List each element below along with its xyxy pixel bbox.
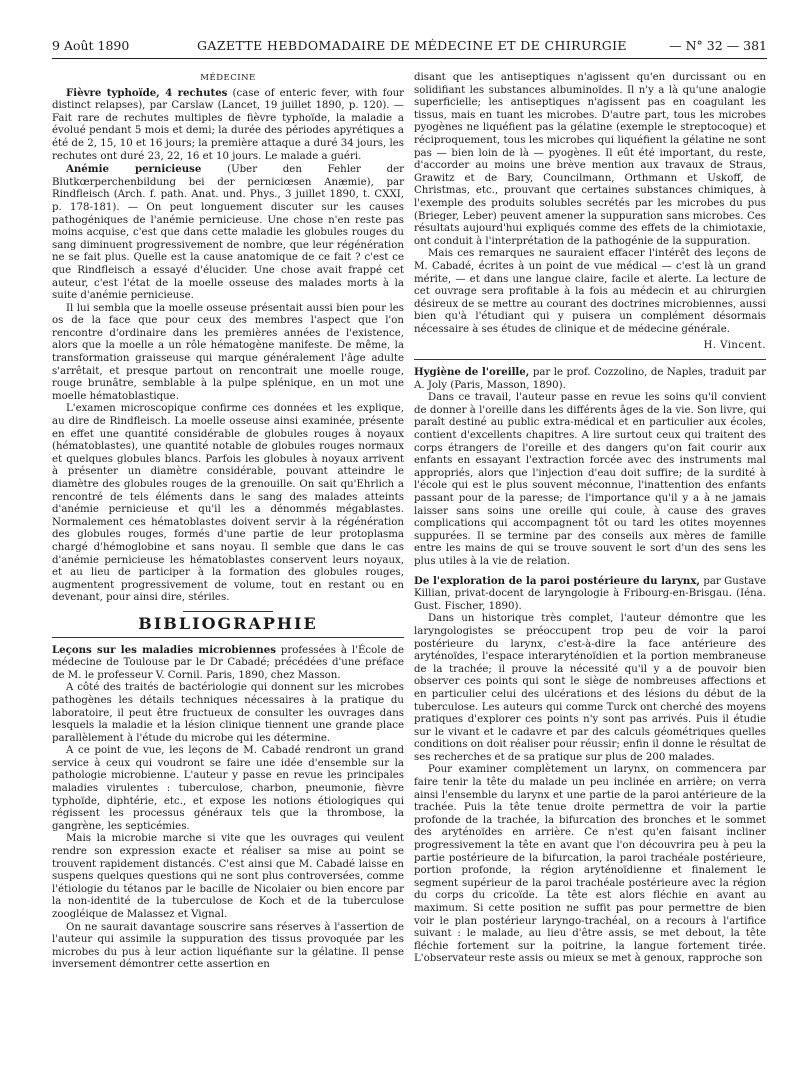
paragraph: Dans un historique très complet, l'auteur démontre que les laryngologistes se préoccupent trop peu de voir la paroi postérieure du larynx, c'est-à-dire la face antérieure des aryténoïdes, l'espace interaryténoïdien et la portion membraneuse de la trachée; il prouve la nécessité qu'il y a de pouvoir bien observer ces points qui sont le siège de nombreuses affections et en particulier celui des ulcérations et des lésions du début de la tuberculose. Les auteurs qui comme Turck ont cherché des moyens pratiques d'explorer ces points n'y sont pas arrivés. Puis il étudie sur le vivant et le cadavre et par des calculs géométriques quelles conditions on doit réaliser pour réussir; enfin il donne le résultat de ses recherches et de sa pratique sur plus de 200 malades. (414, 613, 766, 763)
entry-exploration-larynx (414, 575, 766, 614)
header-date: 9 Août 1890 (52, 38, 130, 53)
paragraph: Pour examiner complètement un larynx, on commencera par faire tenir la tête du malade un peu inclinée en arrière; on verra ainsi l'ensemble du larynx et une partie de la paroi antérieure de la trachée. Puis la tête tenue droite permettra de voir la partie profonde de la trachée, la bifurcation des bronches et le sommet des aryténoïdes en arrière. Ce n'est qu'en faisant incliner progressivement la tête en avant que l'on découvrira peu à peu la partie postérieure de la bifurcation, la paroi trachéale postérieure, portion profonde, la région aryténoïdienne et finalement le segment supérieur de la paroi trachéale postérieure avec la région du corps du cricoïde. La tête est alors fléchie en avant au maximum. Si cette position ne suffit pas pour permettre de bien voir le plan postérieur laryngo-trachéal, on a recours à l'artifice suivant : le malade, au lieu d'être assis, se met debout, la tête fléchie fortement sur la poitrine, la langue fortement tirée. L'observateur reste assis ou mieux se met à genoux, rapproche son (414, 764, 766, 965)
journal-title: GAZETTE HEBDOMADAIRE DE MÉDECINE ET DE CHIRURGIE (197, 38, 627, 53)
entry-text: par Gustave Killian, privat-docent de laryngologie à Fribourg-en-Brisgau. (Iéna. Gust. Fischer, 1890). (414, 575, 767, 612)
entry-title: Leçons sur les maladies microbiennes (52, 643, 276, 656)
entry-title: Anémie pernicieuse (66, 163, 202, 176)
section-rule (414, 359, 766, 360)
entry-hygiene-oreille (414, 366, 766, 392)
section-rule (52, 637, 404, 638)
right-column (414, 72, 766, 966)
paragraph: Dans ce travail, l'auteur passe en revue les soins qu'il convient de donner à l'oreille dans les différents âges de la vie. Son livre, qui paraît destiné au public extra-médical et en particulier aux écoles, contient d'excellents chapitres. A lire surtout ceux qui traitent des corps étrangers de l'oreille et des dangers qu'on fait courir aux enfants en essayant l'extraction forcée avec des instruments mal appropriés, alors que l'injection d'eau doit suffire; de la surdité à l'école qui est le plus souvent méconnue, l'inattention des enfants passant pour de la paresse; de l'importance qu'il y a à ne jamais laisser sans soins une oreille qui coule, à cause des graves complications qui accompagnent tôt ou tard les otites moyennes suppurées. Il se termine par des conseils aux mères de famille entre les mains de qui se trouve souvent le sort d'un des sens les plus utiles à la vie de relation. (414, 392, 766, 567)
section-title-bibliographie: BIBLIOGRAPHIE (138, 613, 318, 633)
paragraph: Mais ces remarques ne sauraient effacer l'intérêt des leçons de M. Cabadé, écrites à un point de vue médical — c'est là un grand mérite, — et dans une langue claire, facile et alerte. La lecture de cet ouvrage sera profitable à la fois au médecin et au chirurgien désireux de se mettre au courant des doctrines microbiennes, aussi bien qu'à l'étudiant qui y puisera un complément désormais nécessaire à ses études de clinique et de médecine générale. (414, 248, 766, 335)
paragraph: A ce point de vue, les leçons de M. Cabadé rendront un grand service à ceux qui voudront se faire une idée d'ensemble sur la pathologie microbienne. L'auteur y passe en revue les principales maladies virulentes : tuberculose, charbon, pneumonie, fièvre typhoïde, diphtérie, etc., et expose les notions étiologiques qui régissent les processus généraux tels que la thrombose, la gangrène, les septicémies. (52, 745, 404, 832)
entry-text: (Uber den Fehler der Blutkœrperchenbildung bei der perniciœsen Anæmie), par Rindfleisch (Arch. f. path. Anat. und. Phys., 3 juillet 1890, t. CXXI, p. 178-181). — On peut longuement discuter sur les causes pathogéniques de l'anémie pernicieuse. Une chose n'en reste pas moins acquise, c'est que dans cette maladie les globules rouges du sang diminuent progressivement de nombre, que leur régénération ne se fait plus. Quelle est la cause anatomique de ce fait ? c'est ce que Rindfleisch a essayé d'élucider. Une chose avait frappé cet auteur, c'est l'état de la moelle osseuse des malades morts à la suite d'anémie pernicieuse. (52, 164, 404, 302)
paragraph: disant que les antiseptiques n'agissent qu'en durcissant ou en solidifiant les substances albuminoïdes. Il n'y a là qu'une analogie superficielle; les antiseptiques n'agissent pas en coagulant les tissus, mais en tuant les microbes. D'autre part, tous les microbes pyogènes ne liquéfient pas la gélatine (exemple le streptocoque) et réciproquement, tous les microbes qui liquéfient la gélatine ne sont pas — bien loin de là — pyogènes. Il eût été important, du reste, d'accorder au moins une brève mention aux travaux de Straus, Grawitz et de Bary, Councilmann, Orthmann et Uskoff, de Christmas, etc., prouvant que certaines substances chimiques, à l'exemple des produits solubles secrétés par les microbes du pus (Brieger, Leber) peuvent amener la suppuration sans microbes. Ces résultats aujourd'hui expliqués comme des effets de la chimiotaxie, ont conduit à l'interprétation de la pathogénie de la suppuration. (414, 72, 766, 247)
entry-title: De l'exploration de la paroi postérieure du larynx, (414, 574, 700, 587)
paragraph: Il lui sembla que la moelle osseuse présentait aussi bien pour les os de la face que pour ceux des membres l'aspect que l'on rencontre d'ordinaire dans les premières années de l'existence, alors que la moelle a un rôle hématogène manifeste. De même, la transformation graisseuse qui marque généralement l'âge adulte s'arrêtait, et presque partout on rencontrait une moelle rouge, rouge brunâtre, semblable à la pulpe splénique, en un mot une moelle hématoblastique. (52, 302, 404, 402)
header-page-number: — N° 32 — 381 (669, 38, 767, 53)
entry-title: Fièvre typhoïde, 4 rechutes (66, 86, 228, 99)
running-header (52, 38, 767, 59)
paragraph: L'examen microscopique confirme ces données et les explique, au dire de Rindfleisch. La moelle osseuse ainsi examinée, présente en effet une quantité considérable de globules rouges à noyaux (hématoblastes), une quantité notable de globules rouges normaux et quelques globules blancs. Parfois les globules à noyaux arrivent à présenter un diamètre considérable, pouvant atteindre le diamètre des globules rouges de la grenouille. On sait qu'Ehrlich a rencontré de tels éléments dans le sang des malades atteints d'anémie pernicieuse et qu'il les a dénommés mégablastes. Normalement ces hématoblastes doivent servir à la régénération des globules rouges, formés d'une partie de leur protoplasma chargé d'hémoglobine et sans noyau. Il semble que dans le cas d'anémie pernicieuse les hématoblastes conservent leurs noyaux, et au lieu de participer à la formation des globules rouges, augmentent progressivement de volume, tout en restant ou en devenant, pour ainsi dire, stériles. (52, 403, 404, 604)
paragraph: On ne saurait davantage souscrire sans réserves à l'assertion de l'auteur qui assimile la suppuration des tissus provoquée par les microbes du pus à leur action liquéfiante sur la gélatine. Il pense inversement démontrer cette assertion en (52, 921, 404, 971)
rubric-medecine: MÉDECINE (200, 73, 256, 83)
left-column (52, 72, 404, 972)
entry-text: (case of enteric fever, with four distinct relapses), par Carslaw (Lancet, 19 juillet 1890, p. 120). — Fait rare de rechutes multiples de fièvre typhoïde, la maladie a évolué pendant 5 mois et demi; la durée des périodes apyrétiques a été de 2, 15, 10 et 16 jours; la première attaque a duré 34 jours, les rechutes ont duré 23, 22, 16 et 10 jours. Le malade a guéri. (52, 87, 405, 162)
entry-text: par le prof. Cozzolino, de Naples, traduit par A. Joly (Paris, Masson, 1890). (414, 367, 766, 391)
section-divider (183, 611, 273, 612)
entry-anemie-pernicieuse (52, 163, 404, 303)
paragraph: Mais la microbie marche si vite que les ouvrages qui veulent rendre son expression exacte et réaliser sa mise au point se trouvent rapidement distancés. C'est ainsi que M. Cabadé laisse en suspens quelques questions qui ne sont plus controversées, comme l'étiologie du tétanos par le bacille de Nicolaier ou bien encore par la non-identité de la tuberculose de Koch et de la tuberculose zoogléique de Malassez et Vignal. (52, 833, 404, 920)
paragraph: A côté des traités de bactériologie qui donnent sur les microbes pathogènes les détails techniques nécessaires à la pratique du laboratoire, il peut être fructueux de consulter les ouvrages dans lesquels la maladie et la lésion clinique tiennent une grande place parallèlement à l'étude du microbe qui les détermine. (52, 682, 404, 744)
entry-fievre-typhoide (52, 87, 404, 164)
biblio-entry-lecons (52, 644, 404, 683)
entry-text: professées à l'École de médecine de Toulouse par le Dr Cabadé; précédées d'une préface de M. le professeur V. Cornil. Paris, 1890, chez Masson. (52, 644, 404, 681)
signature: H. Vincent. (703, 340, 766, 352)
entry-title: Hygiène de l'oreille, (414, 366, 530, 379)
